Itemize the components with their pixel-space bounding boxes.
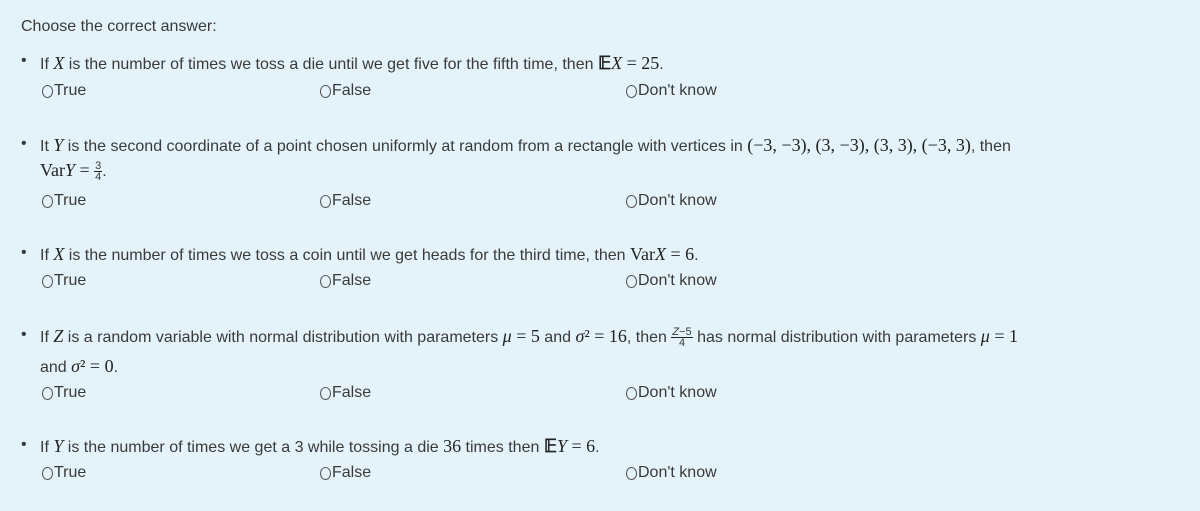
bullet: • <box>21 135 27 152</box>
question-5-option-true[interactable]: True <box>42 464 86 482</box>
radio-icon[interactable] <box>626 195 637 208</box>
question-5-option-false[interactable]: False <box>320 464 371 482</box>
radio-icon[interactable] <box>320 275 331 288</box>
question-2-formula: VarY = $\frac{3}{4}$ . <box>40 160 107 184</box>
bullet: • <box>21 244 27 261</box>
radio-icon[interactable] <box>626 467 637 480</box>
question-4-option-true[interactable]: True <box>42 384 86 402</box>
radio-icon[interactable] <box>626 387 637 400</box>
question-1-option-false[interactable]: False <box>320 82 371 100</box>
question-5-text: If Y is the number of times we get a 3 while tossing a die 36 times then 𝔼Y = 6. <box>40 436 600 456</box>
question-3-option-dont-know[interactable]: Don't know <box>626 272 717 290</box>
bullet: • <box>21 436 27 453</box>
radio-icon[interactable] <box>320 467 331 480</box>
question-2-option-true[interactable]: True <box>42 192 86 210</box>
bullet: • <box>21 326 27 343</box>
instructions-heading: Choose the correct answer: <box>21 18 217 35</box>
radio-icon[interactable] <box>42 387 53 400</box>
question-5-option-dont-know[interactable]: Don't know <box>626 464 717 482</box>
radio-icon[interactable] <box>626 275 637 288</box>
question-1-text: If X is the number of times we toss a die until we get five for the fifth time, then 𝔼X = 25. <box>40 53 664 73</box>
radio-icon[interactable] <box>320 85 331 98</box>
radio-icon[interactable] <box>320 195 331 208</box>
radio-icon[interactable] <box>626 85 637 98</box>
question-4-option-false[interactable]: False <box>320 384 371 402</box>
question-1-option-dont-know[interactable]: Don't know <box>626 82 717 100</box>
question-3-option-true[interactable]: True <box>42 272 86 290</box>
radio-icon[interactable] <box>42 195 53 208</box>
question-3-option-false[interactable]: False <box>320 272 371 290</box>
radio-icon[interactable] <box>42 85 53 98</box>
question-4-text-cont: and σ² = 0. <box>40 356 119 376</box>
question-4-option-dont-know[interactable]: Don't know <box>626 384 717 402</box>
radio-icon[interactable] <box>320 387 331 400</box>
question-4-text: If Z is a random variable with normal distribution with parameters μ = 5 and σ² = 16, then $\frac{Z-5}{4}$ has normal distribution with parameters μ = 1 <box>40 326 1018 350</box>
question-3-text: If X is the number of times we toss a coin until we get heads for the third time, then VarX = 6. <box>40 244 699 264</box>
radio-icon[interactable] <box>42 467 53 480</box>
bullet: • <box>21 52 27 69</box>
question-1-option-true[interactable]: True <box>42 82 86 100</box>
question-2-option-false[interactable]: False <box>320 192 371 210</box>
radio-icon[interactable] <box>42 275 53 288</box>
question-2-text: It Y is the second coordinate of a point chosen uniformly at random from a rectangle with vertices in (−3, −3), (3, −3), (3, 3), (−3, 3), then <box>40 135 1011 155</box>
question-2-option-dont-know[interactable]: Don't know <box>626 192 717 210</box>
